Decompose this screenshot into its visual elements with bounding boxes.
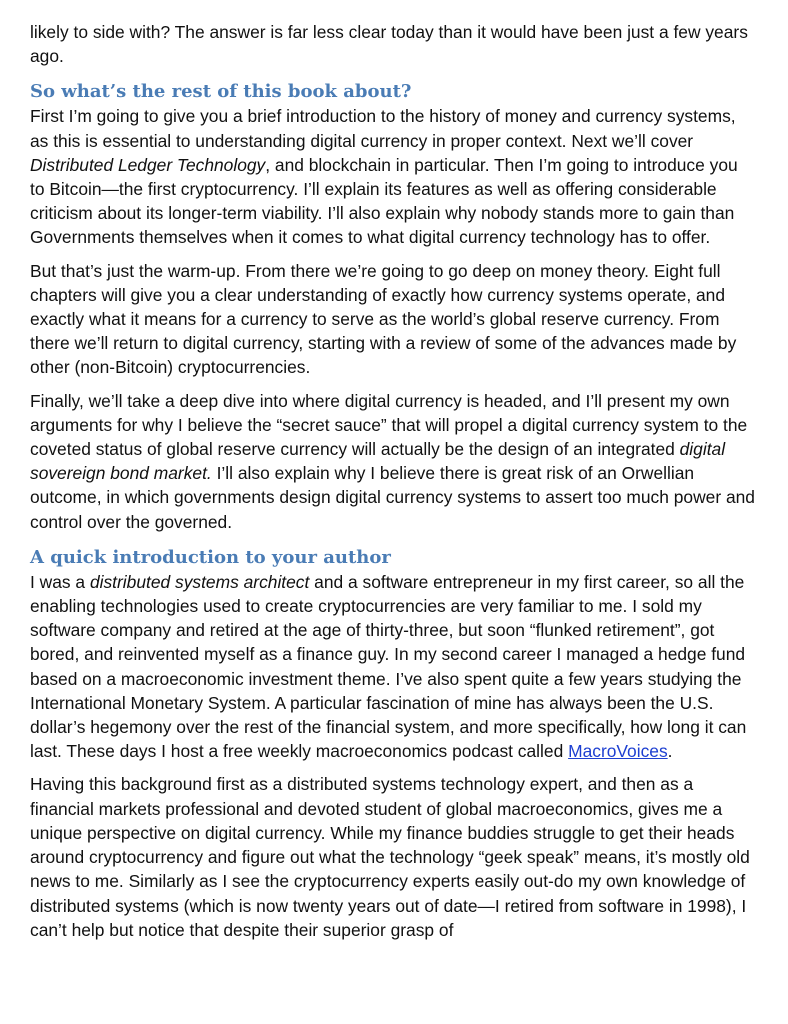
book-paragraph-3 [30, 389, 755, 534]
section-heading-author: A quick introduction to your author [30, 546, 391, 568]
section-heading-book: So what’s the rest of this book about? [30, 81, 412, 103]
italic-term: digital sovereign bond market. [30, 439, 726, 484]
text-run: and a software entrepreneur in my first career, so all the enabling technologies used to create cryptocurrencies are very familiar to me. I sold my software company and retired at the age of thirty-three, but soon “flunked retirement”, got bored, and reinvented myself as a finance guy. In my second career I managed a hedge fund based on a macroeconomic investment theme. I’ve also spent quite a few years studying the International Monetary System. A particular fascination of mine has always been the U.S. dollar’s hegemony over the rest of the financial system, and more specifically, how long it can last. These days I host a free weekly macroeconomics podcast called [30, 571, 747, 762]
text-run: First I’m going to give you a brief introduction to the history of money and currency systems, as this is essential to understanding digital currency in proper context. Next we’ll cover [30, 106, 736, 151]
text-run: , and blockchain in particular. Then I’m going to introduce you to Bitcoin—the first cryptocurrency. I’ll explain its features as well as offering considerable criticism about its longer-term viability. I’ll also explain why nobody stands more to gain than Governments themselves when it comes to what digital currency technology has to offer. [30, 154, 738, 248]
intro-tail-paragraph: likely to side with? The answer is far less clear today than it would have been just a few years ago. [30, 22, 748, 67]
text-run: I’ll also explain why I believe there is great risk of an Orwellian outcome, in which governments design digital currency systems to assert too much power and control over the governed. [30, 463, 755, 532]
macrovoices-link[interactable]: MacroVoices [568, 741, 668, 762]
italic-term: distributed systems architect [89, 571, 310, 592]
book-paragraph-1 [30, 104, 755, 249]
text-run: . [667, 741, 673, 762]
italic-term: Distributed Ledger Technology [30, 154, 266, 175]
book-paragraph-2: But that’s just the warm-up. From there we’re going to go deep on money theory. Eight full chapters will give you a clear understanding of exactly how currency systems operate, and exactly what it means for a currency to serve as the world’s global reserve currency. From there we’ll return to digital currency, starting with a review of some of the advances made by other (non-Bitcoin) cryptocurrencies. [30, 260, 737, 378]
author-paragraph-2: Having this background first as a distributed systems technology expert, and then as a financial markets professional and devoted student of global macroeconomics, gives me a unique perspective on digital currency. While my finance buddies struggle to get their heads around cryptocurrency and figure out what the technology “geek speak” means, it’s mostly old news to me. Similarly as I see the cryptocurrency experts easily out-do my own knowledge of distributed systems (which is now twenty years out of date—I retired from software in 1998), I can’t help but notice that despite their superior grasp of [30, 774, 750, 940]
text-run: I was a [30, 571, 90, 592]
text-run: Finally, we’ll take a deep dive into where digital currency is headed, and I’ll present my own arguments for why I believe the “secret sauce” that will propel a digital currency system to the coveted status of global reserve currency will actually be the design of an integrated [30, 390, 748, 460]
author-paragraph-1 [30, 570, 755, 764]
document-page [30, 20, 755, 951]
